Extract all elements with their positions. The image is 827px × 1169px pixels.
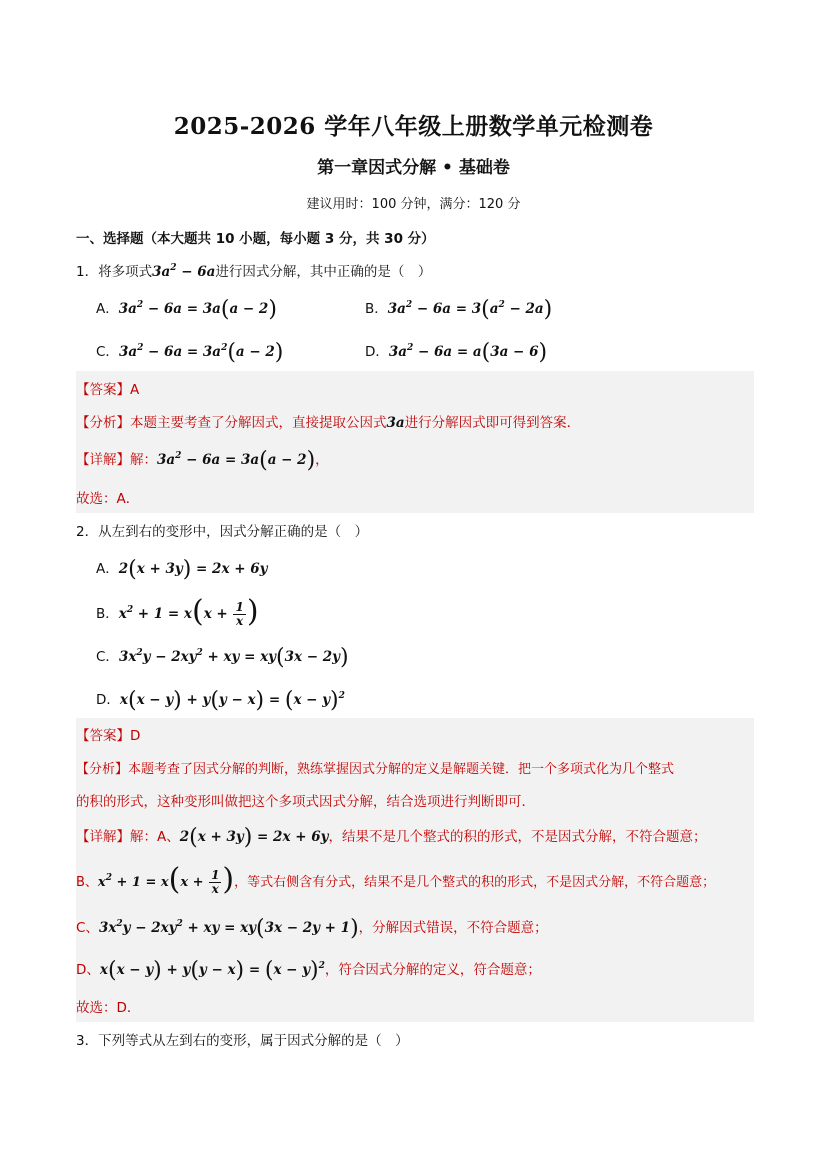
question-3-stem: 3．下列等式从左到右的变形，属于因式分解的是（ ） xyxy=(76,1033,409,1049)
question-1-option-a: A．$3a^2 - 6a = 3a(a - 2)$ xyxy=(96,297,277,322)
section-heading: 一、选择题（本大题共 10 小题，每小题 3 分，共 30 分） xyxy=(76,231,435,247)
question-1-detail: 【详解】解：$3a^2 - 6a = 3a(a - 2)$， xyxy=(76,448,329,473)
question-2-stem: 2．从左到右的变形中，因式分解正确的是（ ） xyxy=(76,524,369,540)
question-2-option-a: A．2(x + 3y) = 2x + 6y xyxy=(96,557,268,582)
question-2-answer: 【答案】D xyxy=(76,728,141,744)
question-2-conclusion: 故选：D． xyxy=(76,1000,141,1016)
time-and-score-advice: 建议用时：100 分钟，满分：120 分 xyxy=(306,197,521,212)
question-1-answer-box xyxy=(76,371,754,513)
question-1-answer: 【答案】A xyxy=(76,382,140,398)
question-2-option-b: B．$x^2 + 1 = x(x$ + $\frac{1}{x}$ ) xyxy=(96,594,259,629)
question-1-stem: 1．将多项式$3a^2 - 6a$进行因式分解，其中正确的是（ ） xyxy=(76,263,432,280)
question-2-option-c: C．$3x^2y - 2xy^2$ + xy = xy(3x − 2y) xyxy=(96,645,349,670)
question-1-conclusion: 故选：A． xyxy=(76,491,140,507)
question-1-option-d: D．$3a^2 - 6a = a(3a - 6)$ xyxy=(365,340,548,365)
question-2-detail-c: C、$3x^2y - 2xy^2$ + xy = xy(3x − 2y + 1)，分解因式错误，不符合题意； xyxy=(76,916,548,941)
question-1-analysis: 【分析】本题主要考查了分解因式，直接提取公因式3a进行分解因式即可得到答案． xyxy=(76,415,581,431)
question-2-detail-a: 【详解】解：A、2(x + 3y) = 2x + 6y，结果不是几个整式的积的形式，不是因式分解，不符合题意； xyxy=(76,825,707,850)
question-2-option-d: D．$x(x - y) + y(y - x) = (x - y)^2$ xyxy=(96,688,345,713)
page-title: 2025-2026 学年八年级上册数学单元检测卷 xyxy=(173,113,654,140)
math-expression: $3a^2 - 6a$ xyxy=(152,263,216,280)
question-1-option-c: C．$3a^2 - 6a = 3a^2(a - 2)$ xyxy=(96,340,284,365)
question-2-detail-d: D、$x(x - y) + y(y - x) = (x - y)^2$，符合因式分解的定义，符合题意； xyxy=(76,958,541,983)
question-2-analysis-line-1: 【分析】本题考查了因式分解的判断，熟练掌握因式分解的定义是解题关键．把一个多项式化为几个整式 xyxy=(76,762,675,777)
question-2-detail-b: B、$x^2 + 1 = x(x$ + $\frac{1}{x}$ )，等式右侧含有分式，结果不是几个整式的积的形式，不是因式分解，不符合题意； xyxy=(76,862,716,897)
page-subtitle: 第一章因式分解 • 基础卷 xyxy=(317,158,510,178)
question-2-analysis-line-2: 的积的形式，这种变形叫做把这个多项式因式分解，结合选项进行判断即可． xyxy=(76,794,535,810)
question-1-option-b: B．$3a^2 - 6a = 3(a^2 - 2a)$ xyxy=(365,297,553,322)
